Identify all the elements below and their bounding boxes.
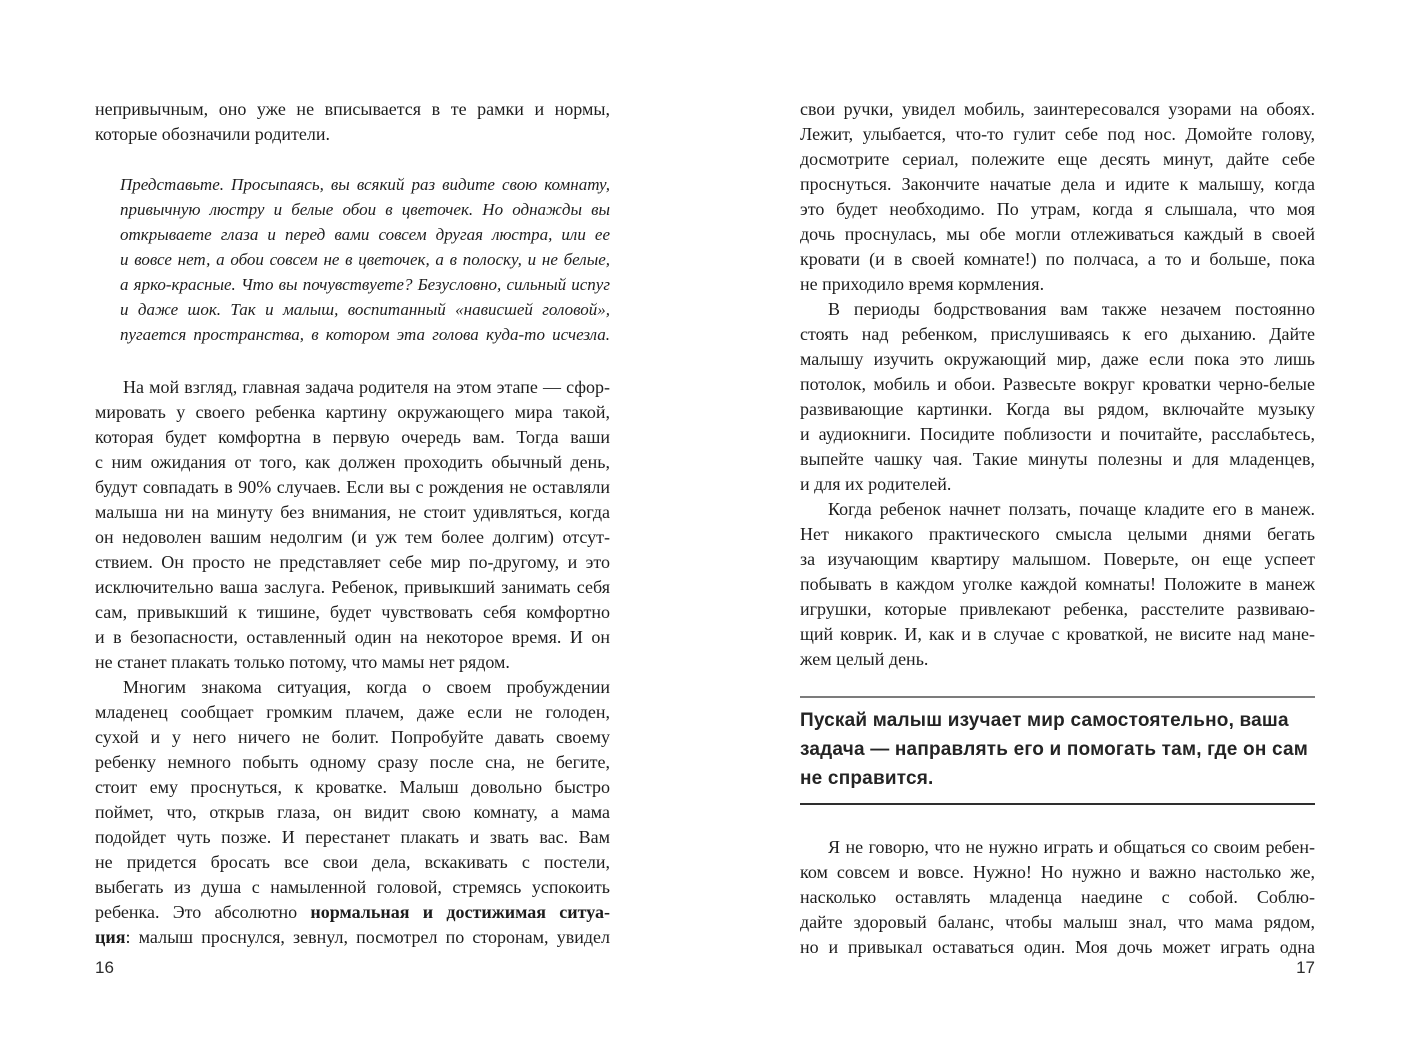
text-line: проснуться. Закончите начатые дела и идите к малышу, когда: [800, 174, 1315, 194]
text-line: Нет никакого практического смысла целыми днями бегать: [800, 524, 1315, 544]
text-line: не приходило время кормления.: [800, 274, 1045, 294]
text-line: и даже шок. Так и малыш, воспитанный «нависшей головой»,: [120, 300, 610, 319]
paragraph: [800, 97, 1315, 297]
text-line: Пускай малыш изучает мир самостоятельно, ваша: [800, 710, 1289, 731]
text-line: ребенка. Это абсолютно нормальная и достижимая ситуа-: [95, 902, 610, 922]
text-line: с ним ожидания от того, как должен проходить обычный день,: [95, 452, 610, 472]
left-page: [95, 97, 610, 950]
italic-quote-block: [120, 172, 610, 347]
text-line: за изучающим квартиру малышом. Поверьте, он еще успеет: [800, 549, 1315, 569]
text-line: пугается пространства, в котором эта голова куда-то исчезла.: [120, 325, 610, 344]
text-line: Я не говорю, что не нужно играть и общаться со своим ребен-: [828, 837, 1315, 857]
text-line: дайте здоровый баланс, чтобы малыш знал, что мама рядом,: [800, 912, 1315, 932]
text-line: которые обозначили родители.: [95, 124, 331, 144]
text-line: насколько оставлять младенца наедине с собой. Соблю-: [800, 887, 1315, 907]
text-line: дочь проснулась, мы обе могли отлеживаться каждый в своей: [800, 224, 1315, 244]
text-line: это будет необходимо. По утрам, когда я слышала, что моя: [800, 199, 1315, 219]
right-page: [800, 97, 1315, 960]
text-line: а ярко-красные. Что вы почувствуете? Безусловно, сильный испуг: [120, 275, 610, 294]
text-line: сам, привыкший к тишине, будет чувствовать себя комфортно: [95, 602, 610, 622]
text-line: малыша ни на минуту без внимания, не стоит удивляться, когда: [95, 502, 610, 522]
text-line: открываете глаза и перед вами совсем другая люстра, или ее: [120, 225, 610, 244]
text-line: В периоды бодрствования вам также незачем постоянно: [828, 299, 1315, 319]
text-line: потолок, мобиль и обои. Развесьте вокруг кроватки черно-белые: [800, 374, 1315, 394]
text-line: стоит ему проснуться, к кроватке. Малыш довольно быстро: [95, 777, 610, 797]
text-line: малышу изучить окружающий мир, даже если пока это лишь: [800, 349, 1315, 369]
paragraph: [95, 675, 610, 950]
text-line: выбегать из душа с намыленной головой, стремясь успокоить: [95, 877, 610, 897]
text-line: и для их родителей.: [800, 474, 952, 494]
text-line: кровати (и в своей комнате!) по полчаса, а то и больше, пока: [800, 249, 1315, 269]
text-line: ция: малыш проснулся, зевнул, посмотрел по сторонам, увидел: [95, 927, 610, 947]
text-line: привычную люстру и белые обои в цветочек. Но однажды вы: [120, 200, 610, 219]
text-line: щий коврик. И, как и в случае с кроваткой, не висите над мане-: [800, 624, 1315, 644]
text-line: Представьте. Просыпаясь, вы всякий раз видите свою комнату,: [120, 175, 610, 194]
text-line: жем целый день.: [800, 649, 929, 669]
text-line: На мой взгляд, главная задача родителя на этом этапе — сфор-: [123, 377, 610, 397]
text-line: которая будет комфортна в первую очередь вам. Тогда ваши: [95, 427, 610, 447]
page-number-left: 16: [95, 958, 114, 977]
paragraph: [95, 97, 610, 147]
text-line: и в безопасности, оставленный один на некоторое время. И он: [95, 627, 610, 647]
text-line: задача — направлять его и помогать там, где он сам: [800, 739, 1309, 760]
text-line: мировать у своего ребенка картину окружающего мира такой,: [95, 402, 610, 422]
text-line: и вовсе нет, а обои совсем не в цветочек, а в полоску, и не белые,: [120, 250, 610, 269]
text-line: Многим знакома ситуация, когда о своем пробуждении: [123, 677, 610, 697]
text-line: подойдет чуть позже. И перестанет плакать и звать вас. Вам: [95, 827, 610, 847]
text-line: непривычным, оно уже не вписывается в те рамки и нормы,: [95, 99, 610, 119]
text-line: не справится.: [800, 768, 934, 789]
text-line: поймет, что, открыв глаза, он видит свою комнату, а мама: [95, 802, 610, 822]
paragraph: [95, 375, 610, 675]
text-line: ком совсем и вовсе. Нужно! Но нужно и важно настолько же,: [800, 862, 1315, 882]
page-number-right: 17: [1296, 958, 1315, 977]
paragraph: [800, 835, 1315, 960]
text-line: исключительно ваша заслуга. Ребенок, привыкший занимать себя: [95, 577, 610, 597]
text-line: свои ручки, увидел мобиль, заинтересовался узорами на обоях.: [800, 99, 1315, 119]
text-line: Лежит, улыбается, что-то гулит себе под нос. Домойте голову,: [800, 124, 1315, 144]
text-line: но и привыкал оставаться один. Моя дочь может играть одна: [800, 937, 1315, 957]
text-line: будут совпадать в 90% случаев. Если вы с рождения не оставляли: [95, 477, 610, 497]
text-line: не придется бросать все свои дела, вскакивать с постели,: [95, 852, 610, 872]
text-line: игрушки, которые привлекают ребенка, расстелите развиваю-: [800, 599, 1315, 619]
paragraph: [800, 497, 1315, 672]
text-line: стоять над ребенком, прислушиваясь к его дыханию. Дайте: [800, 324, 1315, 344]
text-line: Когда ребенок начнет ползать, почаще кладите его в манеж.: [828, 499, 1315, 519]
callout-box: [800, 696, 1315, 805]
text-line: он недоволен вашим недолгим (и уж тем более долгим) отсут-: [95, 527, 610, 547]
text-line: сухой и у него ничего не болит. Попробуйте давать своему: [95, 727, 610, 747]
text-line: и аудиокниги. Посидите поблизости и почитайте, расслабьтесь,: [800, 424, 1315, 444]
paragraph: [800, 297, 1315, 497]
text-line: досмотрите сериал, полежите еще десять минут, дайте себе: [800, 149, 1315, 169]
text-line: ствием. Он просто не представляет себе мир по-другому, и это: [95, 552, 610, 572]
text-line: развивающие картинки. Когда вы рядом, включайте музыку: [800, 399, 1315, 419]
text-line: выпейте чашку чая. Такие минуты полезны и для младенцев,: [800, 449, 1315, 469]
text-line: не станет плакать только потому, что мамы нет рядом.: [95, 652, 510, 672]
text-line: младенец сообщает громким плачем, даже если не голоден,: [95, 702, 610, 722]
text-line: побывать в каждом уголке каждой комнаты! Положите в манеж: [800, 574, 1315, 594]
text-line: ребенку немного побыть одному сразу после сна, не бегите,: [95, 752, 610, 772]
